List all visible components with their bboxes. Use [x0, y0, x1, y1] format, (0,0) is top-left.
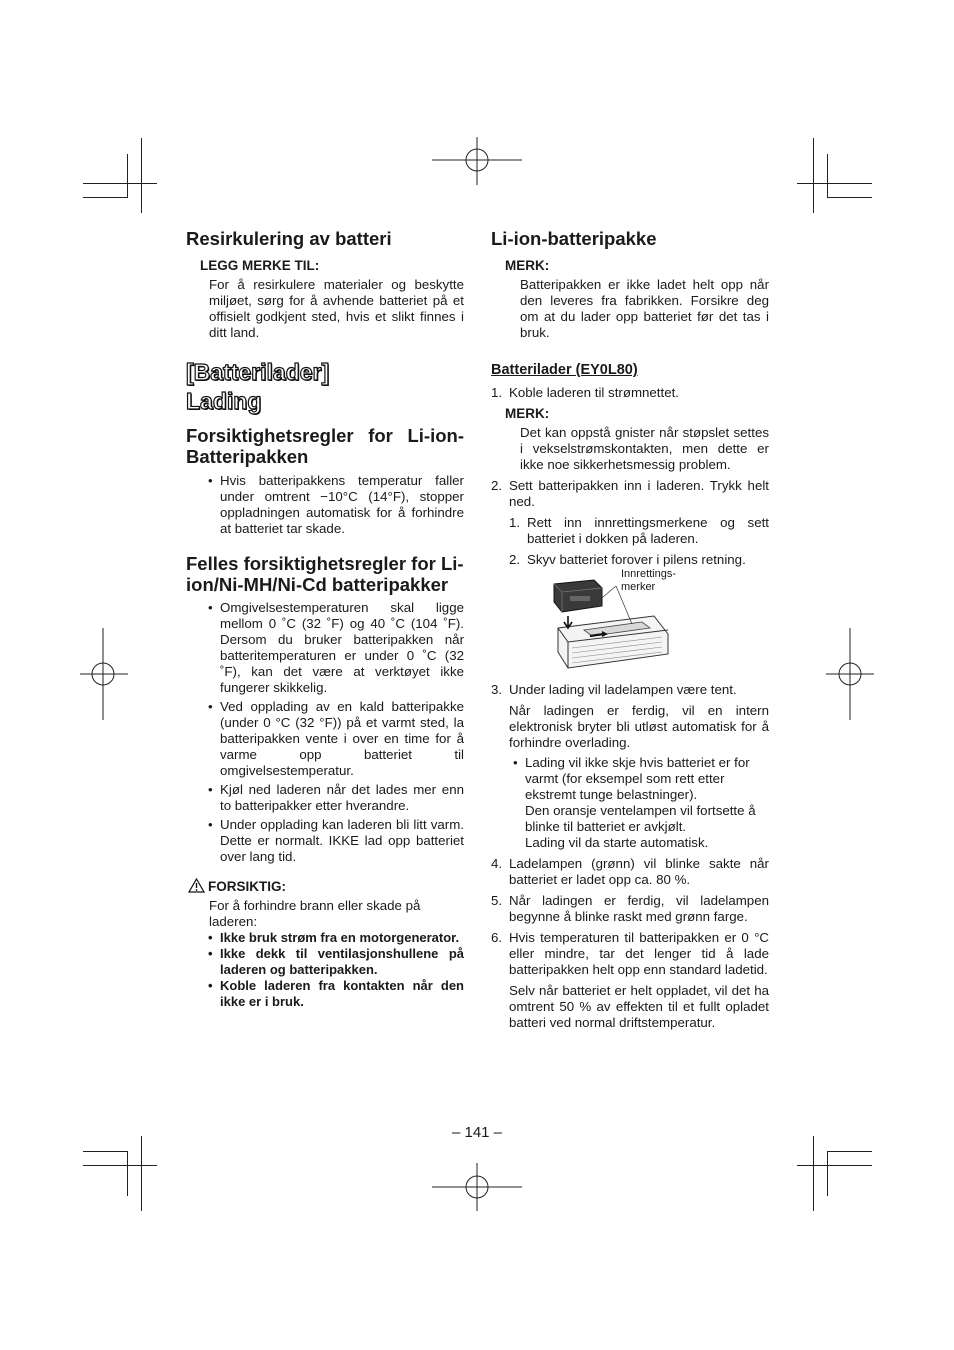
liion-precautions-heading: Forsiktighetsregler for Li-ion-Batteripakken	[186, 425, 464, 467]
step1-note-label: MERK:	[505, 406, 550, 421]
list-item: 2. Skyv batteriet forover i pilens retning.	[509, 552, 746, 567]
crop-mark	[827, 154, 828, 198]
list-item: 1. Koble laderen til strømnettet.	[491, 385, 679, 400]
crop-mark	[827, 197, 872, 198]
step3-text: Når ladingen er ferdig, vil en intern elektronisk bryter bli utløst automatisk for å forhindre overlading.	[509, 703, 769, 750]
list-item: 3. Under lading vil ladelampen være tent.	[491, 682, 737, 697]
pack-note-label: MERK:	[505, 258, 550, 273]
charger-figure	[491, 568, 769, 682]
battery-pack-heading: Li-ion-batteripakke	[491, 228, 657, 249]
recycling-note-text: For å resirkulere materialer og beskytte miljøet, sørg for å avhende batteriet på et offisielt godkjent sted, hvis et slikt finnes i ditt land.	[209, 277, 464, 340]
charger-model-heading: Batterilader (EY0L80)	[491, 362, 638, 378]
list-item: 4. Ladelampen (grønn) vil blinke sakte når batteriet er ladet opp ca. 80 %.	[491, 856, 769, 887]
registration-mark	[432, 137, 522, 185]
caution-intro: For å forhindre brann eller skade på laderen:	[209, 898, 421, 929]
left-column	[186, 228, 464, 1010]
right-column	[491, 228, 769, 1031]
pack-note-text: Batteripakken er ikke ladet helt opp når den leveres fra fabrikken. Forsikre deg om at du lader opp batteriet før det tas i bruk.	[520, 277, 769, 340]
list-item: • Kjøl ned laderen når det lades mer enn to batteripakker etter hverandre.	[208, 782, 464, 813]
alignment-marks-label: Innrettings-merker	[621, 568, 677, 593]
crop-mark	[827, 1151, 872, 1152]
list-item: 5. Når ladingen er ferdig, vil ladelampen begynne å blinke raskt med grønn farge.	[491, 893, 769, 924]
crop-mark	[127, 154, 128, 198]
list-item: • Ikke bruk strøm fra en motorgenerator.	[208, 930, 460, 945]
registration-mark	[826, 628, 874, 720]
caution-label: FORSIKTIG:	[208, 879, 286, 894]
crop-mark	[83, 1151, 128, 1152]
list-item: • Hvis batteripakkens temperatur faller under omtrent −10°C (14°F), stopper oppladningen automatisk for å forhindre at batteriet tar skade.	[208, 473, 464, 536]
list-item: • Koble laderen fra kontakten når den ikke er i bruk.	[208, 978, 464, 1009]
charger-title-line1: [Batterilader]	[186, 359, 330, 385]
crop-mark	[797, 183, 872, 184]
crop-mark	[83, 183, 157, 184]
crop-mark	[813, 138, 814, 213]
recycling-note-label: LEGG MERKE TIL:	[200, 258, 320, 273]
step1-note-text: Det kan oppstå gnister når støpslet settes i vekselstrømskontakten, men dette er ikke noe sikkerhetsmessig problem.	[520, 425, 769, 472]
list-item: • Omgivelsestemperaturen skal ligge mellom 0 ˚C (32 ˚F) og 40 ˚C (104 ˚F). Dersom du bruker batteripakken når batteritemperaturen er under 0 ˚C (32 ˚F), kan det være at verktøyet ikke fungerer skikkelig.	[208, 600, 464, 695]
caution-header	[186, 878, 464, 896]
list-item: • Lading vil ikke skje hvis batteriet er for varmt (for eksempel som rett etter ekstremt tunge belastninger).	[513, 755, 750, 802]
crop-mark	[83, 1165, 157, 1166]
list-item: 6. Hvis temperaturen til batteripakken er 0 °C eller mindre, tar det lenger tid å lade batteripakken helt opp enn standard ladetid.	[491, 930, 769, 977]
list-item: • Ikke dekk til ventilasjonshullene på laderen og batteripakken.	[208, 946, 464, 977]
step3-bullet-continued: Den oransje ventelampen vil fortsette å blinke til batteriet er avkjølt.	[525, 803, 756, 834]
registration-mark	[432, 1163, 522, 1211]
crop-mark	[813, 1136, 814, 1211]
common-precautions-heading: Felles forsiktighetsregler for Li-ion/Ni-MH/Ni-Cd batteripakker	[186, 553, 464, 595]
recycling-heading: Resirkulering av batteri	[186, 228, 392, 249]
list-item: 2. Sett batteripakken inn i laderen. Trykk helt ned.	[491, 478, 769, 509]
crop-mark	[127, 1151, 128, 1196]
charger-title-line2: Lading	[186, 388, 262, 414]
crop-mark	[141, 138, 142, 213]
list-item: 1. Rett inn innrettingsmerkene og sett batteriet i dokken på laderen.	[509, 515, 769, 546]
registration-mark	[80, 628, 128, 720]
step6-text: Selv når batteriet er helt oppladet, vil det ha omtrent 50 % av effekten til et fullt opladet batteri ved normal driftstemperatur.	[509, 983, 769, 1030]
list-item: • Under opplading kan laderen bli litt varm. Dette er normalt. IKKE lad opp batteriet over lang tid.	[208, 817, 464, 864]
crop-mark	[141, 1136, 142, 1211]
step3-bullet-continued: Lading vil da starte automatisk.	[525, 835, 709, 850]
crop-mark	[827, 1151, 828, 1196]
crop-mark	[797, 1165, 872, 1166]
list-item: • Ved opplading av en kald batteripakke (under 0 °C (32 °F)) på et varmt sted, la batteripakken vente i over en time for å varme opp batteriet til omgivelsestemperatur.	[208, 699, 464, 778]
warning-triangle-icon	[188, 878, 205, 893]
page-number: – 141 –	[451, 1124, 503, 1141]
crop-mark	[83, 197, 128, 198]
